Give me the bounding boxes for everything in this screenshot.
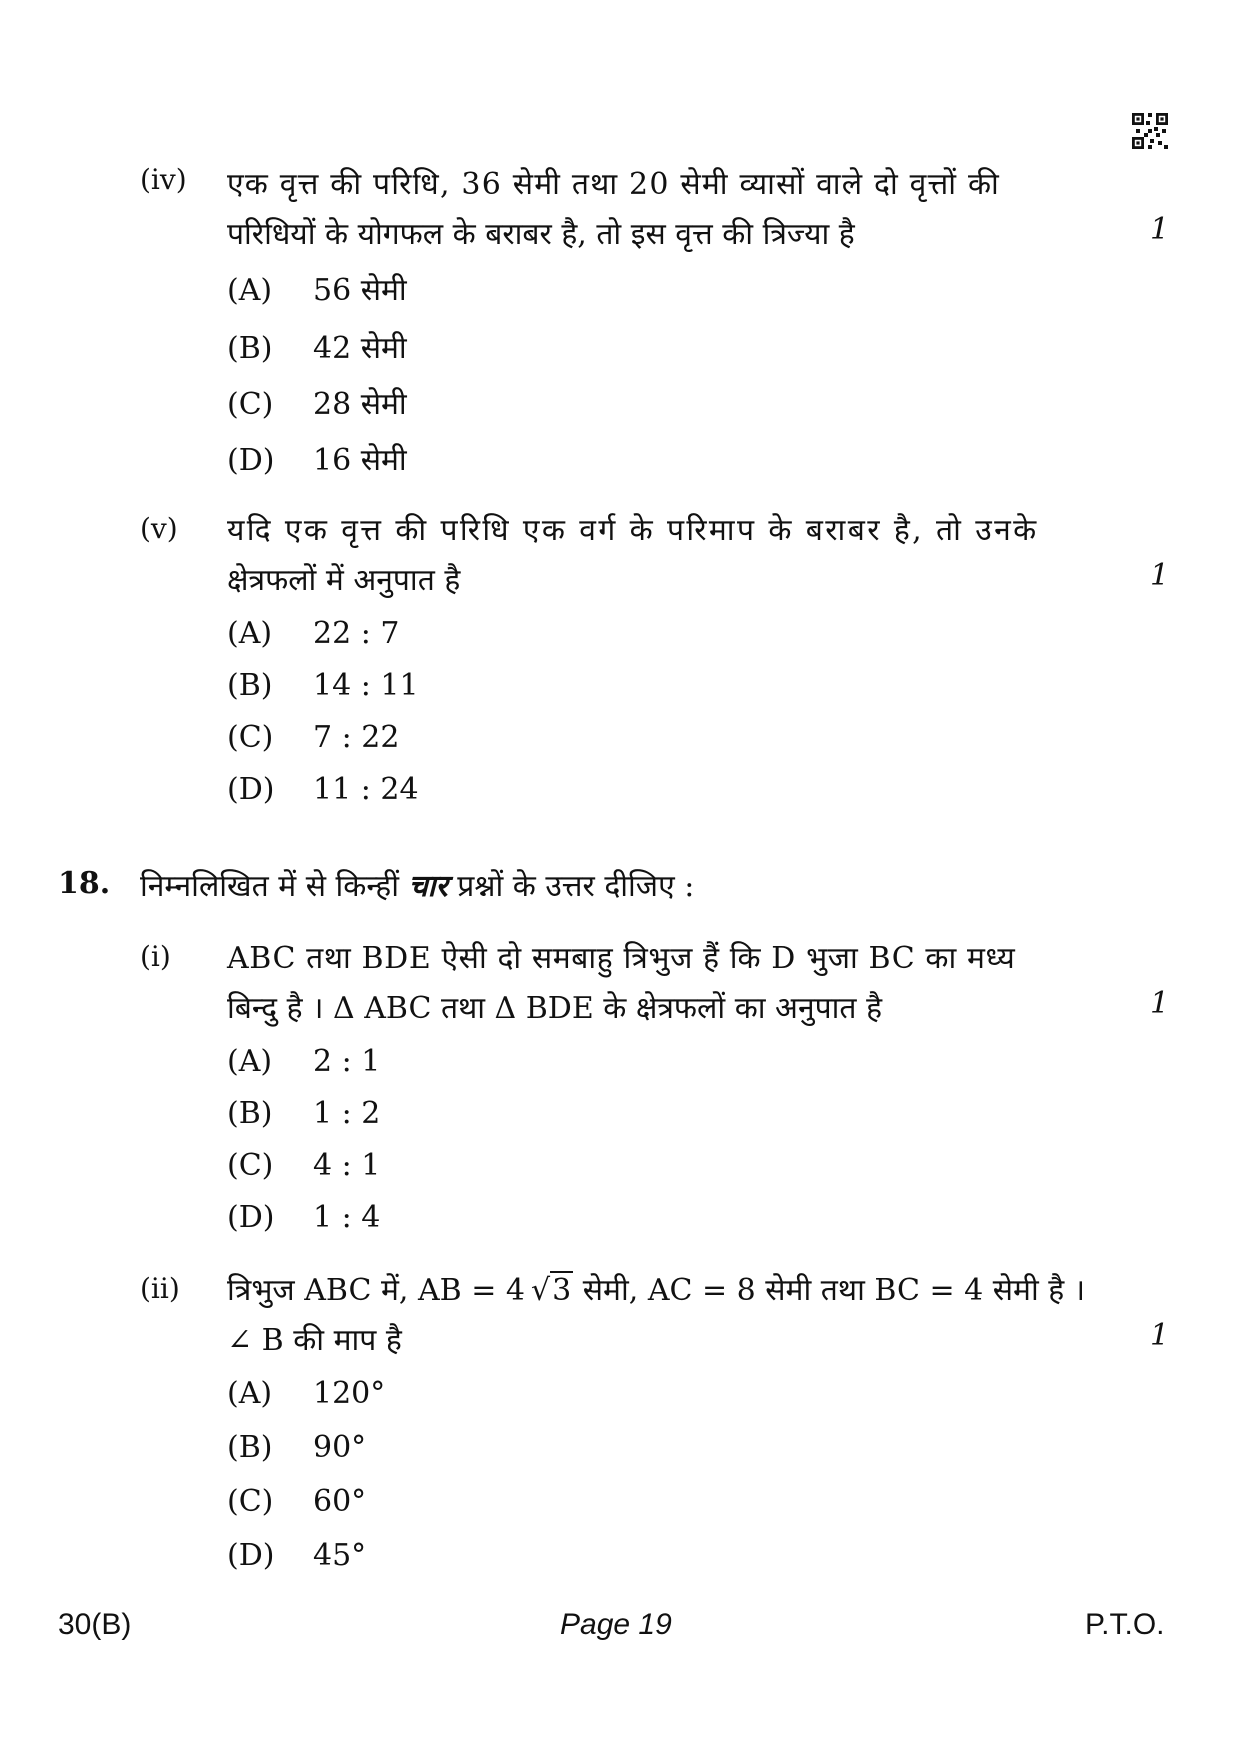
question-number: 18. — [58, 866, 111, 901]
option-c: (C) 7 : 22 — [227, 720, 400, 755]
option-a: (A) 120° — [227, 1376, 386, 1411]
sqrt-symbol: √ — [531, 1273, 551, 1308]
intro-emphasis: चार — [408, 869, 448, 904]
question-text-line2: परिधियों के योगफल के बराबर है, तो इस वृत्त की त्रिज्या है — [227, 217, 855, 252]
marks-label: 1 — [1150, 558, 1170, 593]
question-intro: निम्नलिखित में से किन्हीं चार प्रश्नों के उत्तर दीजिए : — [140, 869, 695, 904]
option-d: (D) 45° — [227, 1538, 367, 1573]
option-a: (A) 56 सेमी — [227, 273, 407, 308]
option-c: (C) 60° — [227, 1484, 367, 1519]
marks-label: 1 — [1150, 212, 1170, 247]
option-d: (D) 11 : 24 — [227, 772, 419, 807]
marks-label: 1 — [1150, 1318, 1170, 1353]
question-text-line1: त्रिभुज ABC में, AB = 4 √3 सेमी, AC = 8 सेमी तथा BC = 4 सेमी है । — [227, 1273, 1086, 1308]
question-text-line2: बिन्दु है । Δ ABC तथा Δ BDE के क्षेत्रफलों का अनुपात है — [227, 991, 882, 1026]
subquestion-label-iv: (iv) — [140, 163, 187, 196]
option-d: (D) 16 सेमी — [227, 443, 407, 478]
question-text-line1: ABC तथा BDE ऐसी दो समबाहु त्रिभुज हैं कि D भुजा BC का मध्य — [227, 941, 1016, 976]
option-d: (D) 1 : 4 — [227, 1200, 381, 1235]
subquestion-label-v: (v) — [140, 512, 178, 545]
question-text-line1: यदि एक वृत्त की परिधि एक वर्ग के परिमाप के बराबर है, तो उनके — [227, 513, 1039, 548]
option-b: (B) 14 : 11 — [227, 668, 419, 703]
option-b: (B) 42 सेमी — [227, 331, 407, 366]
marks-label: 1 — [1150, 986, 1170, 1021]
paper-code: 30(B) — [58, 1608, 132, 1641]
page-number: Page 19 — [560, 1608, 672, 1641]
please-turn-over: P.T.O. — [1085, 1608, 1165, 1641]
subquestion-label-ii: (ii) — [140, 1272, 180, 1305]
qr-code-icon — [1132, 113, 1168, 149]
sqrt-radicand: 3 — [552, 1273, 572, 1308]
question-text-line1: एक वृत्त की परिधि, 36 सेमी तथा 20 सेमी व्यासों वाले दो वृत्तों की — [227, 167, 1000, 202]
option-a: (A) 22 : 7 — [227, 616, 400, 651]
subquestion-label-i: (i) — [140, 940, 171, 973]
option-a: (A) 2 : 1 — [227, 1044, 381, 1079]
option-b: (B) 90° — [227, 1430, 367, 1465]
option-b: (B) 1 : 2 — [227, 1096, 381, 1131]
option-c: (C) 4 : 1 — [227, 1148, 381, 1183]
question-text-line2: ∠ B की माप है — [227, 1323, 402, 1358]
option-c: (C) 28 सेमी — [227, 387, 407, 422]
question-text-line2: क्षेत्रफलों में अनुपात है — [227, 563, 461, 598]
